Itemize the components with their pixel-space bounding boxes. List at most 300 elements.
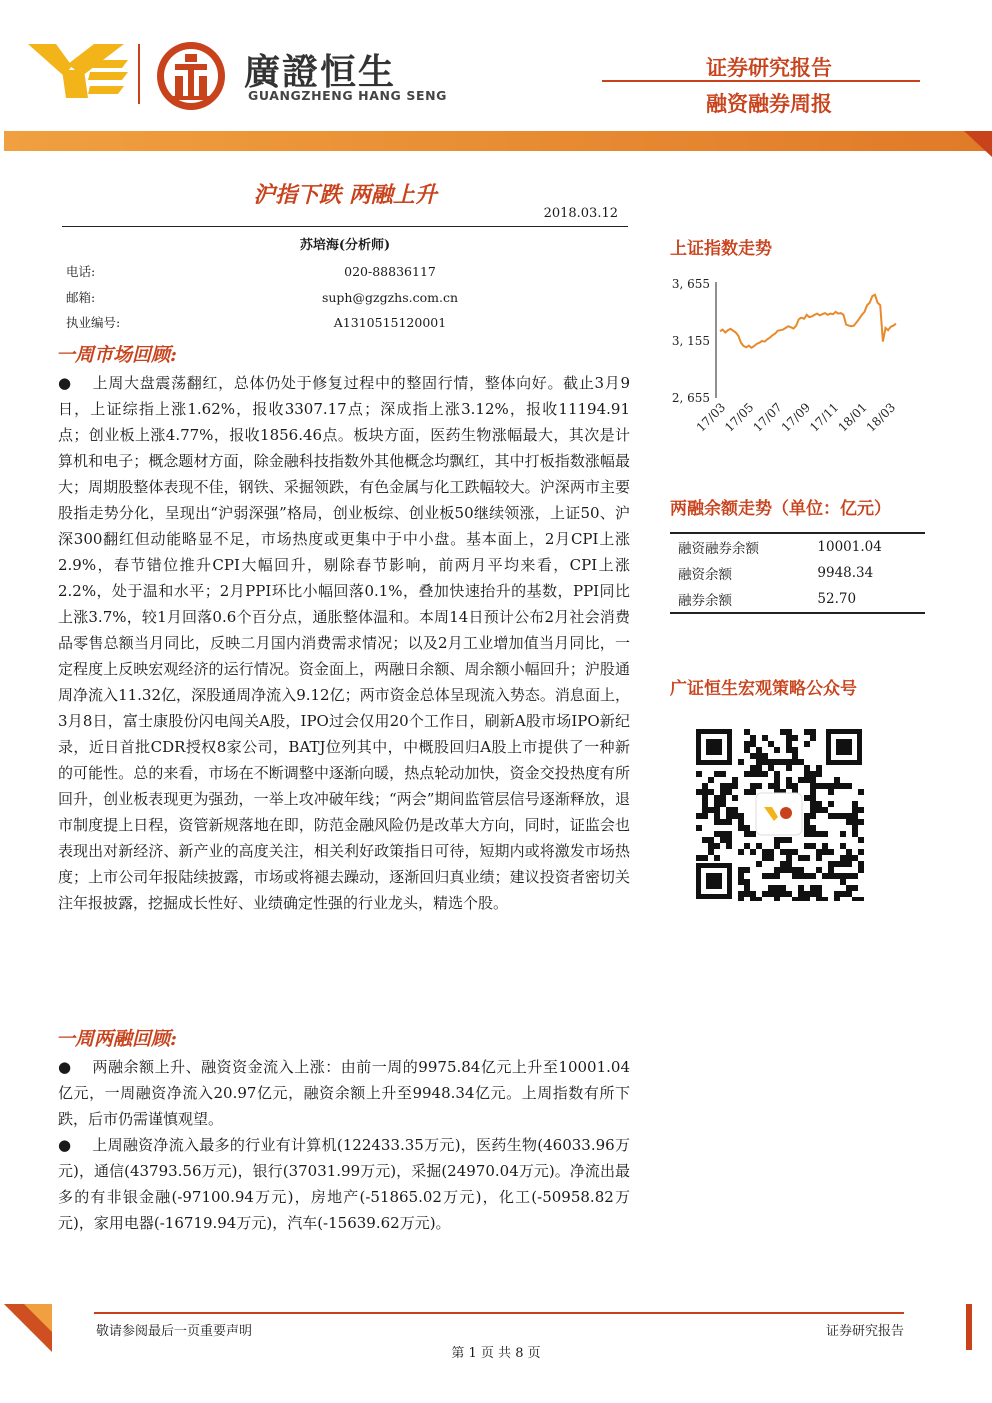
license-value: A1310515120001 [333, 315, 447, 330]
qr-module [798, 777, 804, 783]
qr-module [762, 849, 768, 855]
qr-module [810, 813, 816, 819]
qr-module [828, 867, 834, 873]
qr-module [804, 897, 810, 901]
qr-module [756, 897, 762, 901]
qr-module [738, 819, 744, 825]
margin-review-paragraph-2 [58, 1132, 630, 1236]
qr-module [762, 771, 768, 777]
qr-module [804, 771, 810, 777]
qr-module [846, 783, 852, 789]
qr-module [810, 729, 816, 735]
qr-module [714, 843, 720, 849]
qr-module [798, 873, 804, 879]
qr-module [720, 837, 726, 843]
qr-module [786, 777, 792, 783]
qr-module [738, 813, 744, 819]
qr-module [816, 891, 822, 897]
qr-module [780, 861, 786, 867]
qr-module [810, 885, 816, 891]
qr-module [828, 849, 834, 855]
qr-module [798, 867, 804, 873]
chart-x-tick-label: 17/05 [722, 400, 757, 435]
qr-module [816, 897, 822, 901]
qr-module [858, 789, 864, 795]
qr-module [816, 867, 822, 873]
qr-module [744, 825, 750, 831]
qr-module [732, 795, 738, 801]
qr-module [708, 789, 714, 795]
qr-module [780, 849, 786, 855]
qr-module [828, 783, 834, 789]
qr-module [816, 765, 822, 771]
footer-disclaimer-note: 敬请参阅最后一页重要声明 [96, 1324, 253, 1339]
qr-module [750, 741, 756, 747]
qr-module [816, 807, 822, 813]
qr-module [720, 801, 726, 807]
qr-module [780, 891, 786, 897]
bullet-icon: ● [58, 1136, 72, 1154]
qr-module [852, 873, 858, 879]
qr-module [768, 849, 774, 855]
qr-module [732, 783, 738, 789]
qr-module [720, 783, 726, 789]
margin-review-text-2: 上周融资净流入最多的行业有计算机(122433.35万元)，医药生物(46033.96万元)，通信(43793.56万元)，银行(37031.99万元)，采掘(24970.04万元)。净流出最多的有非银金融(-97100.94万元)，房地产(-51865.02万元)，化工(-50958.82万元)，家用电器(-16719.94万元)，汽车(-15639.62万元)。 [58, 1136, 630, 1232]
qr-module [774, 783, 780, 789]
qr-module [756, 765, 762, 771]
qr-module [732, 777, 738, 783]
qr-module [810, 831, 816, 837]
qr-module [744, 771, 750, 777]
chart-y-tick-label: 3, 655 [671, 277, 710, 291]
qr-module [720, 771, 726, 777]
guangzheng-y-logo [28, 40, 128, 102]
qr-module [786, 837, 792, 843]
qr-module [744, 891, 750, 897]
qr-module [792, 783, 798, 789]
qr-module [750, 753, 756, 759]
footer-report-type: 证券研究报告 [825, 1324, 904, 1339]
table-row [670, 533, 925, 560]
qr-module [858, 819, 864, 825]
qr-module [702, 837, 708, 843]
qr-module [768, 891, 774, 897]
report-date: 2018.03.12 [543, 206, 618, 221]
qr-module [852, 813, 858, 819]
qr-module [858, 849, 864, 855]
qr-module [726, 783, 732, 789]
qr-module [840, 879, 846, 885]
qr-module [804, 765, 810, 771]
chart-series-line [720, 295, 896, 348]
qr-module [828, 813, 834, 819]
qr-module [756, 771, 762, 777]
table-title: 两融余额走势（单位：亿元） [670, 499, 891, 519]
qr-module [810, 783, 816, 789]
chart-x-tick-label: 18/01 [835, 400, 870, 435]
qr-module [708, 807, 714, 813]
qr-module [792, 747, 798, 753]
qr-module [792, 759, 798, 765]
qr-module [804, 843, 810, 849]
qr-module [792, 849, 798, 855]
qr-module [780, 837, 786, 843]
qr-module [744, 741, 750, 747]
qr-module [792, 867, 798, 873]
qr-module [774, 747, 780, 753]
qr-module [816, 801, 822, 807]
qr-module [834, 813, 840, 819]
qr-module [810, 771, 816, 777]
chart-x-tick-label: 17/03 [693, 400, 729, 435]
qr-module [762, 855, 768, 861]
qr-module [834, 891, 840, 897]
chart-y-tick-label: 3, 155 [671, 334, 710, 348]
qr-module [702, 801, 708, 807]
qr-module [750, 771, 756, 777]
qr-module [786, 729, 792, 735]
qr-module [798, 855, 804, 861]
qr-module [804, 819, 810, 825]
qr-module [840, 873, 846, 879]
qr-module [816, 855, 822, 861]
qr-module [852, 885, 858, 891]
qr-module [774, 777, 780, 783]
table-row-value: 52.70 [817, 591, 857, 607]
qr-module [798, 897, 804, 901]
qr-module [834, 897, 840, 901]
qr-module [702, 807, 708, 813]
qr-module [792, 897, 798, 901]
margin-review-paragraph-1 [58, 1054, 630, 1132]
qr-module [834, 861, 840, 867]
qr-module [744, 879, 750, 885]
qr-module [786, 741, 792, 747]
qr-module [810, 801, 816, 807]
qr-module [840, 861, 846, 867]
qr-module [840, 783, 846, 789]
qr-title: 广证恒生宏观策略公众号 [670, 679, 857, 699]
qr-module [744, 831, 750, 837]
table-row-label: 融券余额 [678, 593, 732, 609]
qr-module [852, 897, 858, 901]
qr-module [738, 873, 744, 879]
qr-module [834, 777, 840, 783]
qr-module [840, 891, 846, 897]
section-margin-review-title: 一周两融回顾: [56, 1028, 178, 1050]
qr-module [786, 783, 792, 789]
qr-module [732, 813, 738, 819]
qr-module [738, 759, 744, 765]
qr-module [828, 801, 834, 807]
qr-module [786, 765, 792, 771]
qr-module [738, 891, 744, 897]
qr-module [768, 783, 774, 789]
email-link[interactable]: suph@gzgzhs.com.cn [321, 290, 459, 305]
qr-module [696, 855, 702, 861]
qr-module [708, 777, 714, 783]
qr-module [780, 885, 786, 891]
qr-module [810, 843, 816, 849]
qr-module [744, 747, 750, 753]
qr-module [768, 765, 774, 771]
qr-module [792, 735, 798, 741]
qr-module [696, 771, 702, 777]
qr-module [792, 873, 798, 879]
qr-module [858, 867, 864, 873]
qr-module [804, 855, 810, 861]
qr-module [822, 873, 828, 879]
qr-module [774, 759, 780, 765]
report-type-label: 证券研究报告 [706, 56, 832, 80]
qr-module [702, 795, 708, 801]
qr-module [810, 795, 816, 801]
qr-module [810, 807, 816, 813]
section-market-review-title: 一周市场回顾: [56, 344, 178, 366]
qr-module [828, 861, 834, 867]
qr-module [750, 849, 756, 855]
qr-module [780, 759, 786, 765]
qr-module [798, 885, 804, 891]
qr-module [852, 801, 858, 807]
qr-module [858, 897, 864, 901]
qr-module [726, 819, 732, 825]
qr-module [828, 873, 834, 879]
table-row [670, 586, 925, 613]
qr-module [846, 849, 852, 855]
qr-module [696, 825, 702, 831]
qr-module [846, 855, 852, 861]
qr-module [822, 807, 828, 813]
qr-module [726, 831, 732, 837]
qr-module [816, 849, 822, 855]
bullet-icon: ● [58, 374, 72, 392]
qr-module [738, 867, 744, 873]
qr-code-icon[interactable] [694, 727, 864, 901]
report-subtype-label: 融资融券周报 [706, 92, 832, 116]
qr-module [786, 867, 792, 873]
page-number: 第 1 页 共 8 页 [451, 1346, 541, 1361]
qr-module [852, 819, 858, 825]
chart-x-tick-label: 17/11 [807, 400, 842, 435]
qr-module [816, 783, 822, 789]
qr-module [816, 831, 822, 837]
qr-module [702, 855, 708, 861]
chart-y-tick-label: 2, 655 [671, 391, 710, 405]
qr-module [858, 837, 864, 843]
market-review-paragraph [58, 370, 630, 916]
qr-module [840, 813, 846, 819]
qr-module [810, 735, 816, 741]
table-row-label: 融资融券余额 [678, 541, 759, 557]
qr-module [756, 843, 762, 849]
qr-module [822, 849, 828, 855]
qr-module [714, 807, 720, 813]
qr-module [798, 891, 804, 897]
qr-module [828, 789, 834, 795]
qr-module [744, 885, 750, 891]
qr-module [786, 861, 792, 867]
qr-module [774, 867, 780, 873]
qr-module [702, 789, 708, 795]
qr-module [810, 873, 816, 879]
qr-module [846, 885, 852, 891]
qr-module [774, 843, 780, 849]
qr-module [726, 807, 732, 813]
qr-module [840, 843, 846, 849]
phone-label: 电话: [66, 264, 96, 279]
qr-module [804, 741, 810, 747]
qr-module [720, 795, 726, 801]
qr-module [750, 891, 756, 897]
qr-module [804, 873, 810, 879]
qr-module [744, 867, 750, 873]
qr-module [696, 789, 702, 795]
qr-module [810, 891, 816, 897]
qr-module [774, 885, 780, 891]
qr-module [858, 807, 864, 813]
qr-module [804, 825, 810, 831]
qr-module [720, 831, 726, 837]
table-row [670, 560, 925, 586]
qr-module [744, 843, 750, 849]
qr-module [702, 813, 708, 819]
qr-module [744, 789, 750, 795]
qr-module [846, 861, 852, 867]
phone-value: 020-88836117 [344, 264, 436, 279]
qr-module [774, 873, 780, 879]
qr-module [738, 897, 744, 901]
qr-module [738, 879, 744, 885]
qr-module [726, 837, 732, 843]
qr-module [696, 813, 702, 819]
qr-module [852, 855, 858, 861]
chart-x-tick-label: 17/09 [778, 400, 814, 435]
margin-review-text-1: 两融余额上升、融资资金流入上涨：由前一周的9975.84亿元上升至10001.04亿元，一周融资净流入20.97亿元，融资余额上升至9948.34亿元。上周指数有所下跌，后市仍需谨慎观望。 [58, 1058, 630, 1128]
bullet-icon: ● [58, 1058, 72, 1076]
qr-module [774, 837, 780, 843]
qr-module [786, 747, 792, 753]
qr-module [816, 771, 822, 777]
qr-module [708, 843, 714, 849]
qr-module [768, 885, 774, 891]
qr-module [846, 873, 852, 879]
table-row-label: 融资余额 [678, 567, 732, 583]
qr-module [720, 789, 726, 795]
qr-module [822, 843, 828, 849]
qr-module [726, 813, 732, 819]
qr-module [714, 771, 720, 777]
qr-module [708, 849, 714, 855]
qr-module [852, 831, 858, 837]
qr-module [774, 771, 780, 777]
chart-x-tick-label: 17/07 [750, 400, 785, 435]
analyst-name: 苏培海(分析师) [299, 238, 391, 253]
hang-seng-seal-logo [155, 40, 227, 112]
sse-index-chart [664, 268, 924, 460]
qr-module [774, 897, 780, 901]
logo-divider [138, 44, 140, 104]
qr-module [822, 897, 828, 901]
qr-module [750, 765, 756, 771]
qr-module [846, 819, 852, 825]
qr-module [720, 819, 726, 825]
qr-module [798, 759, 804, 765]
qr-module [702, 783, 708, 789]
qr-module [846, 813, 852, 819]
qr-module [768, 873, 774, 879]
qr-module [858, 861, 864, 867]
qr-module [750, 735, 756, 741]
qr-module [768, 741, 774, 747]
qr-module [780, 867, 786, 873]
qr-module [786, 891, 792, 897]
qr-module [822, 783, 828, 789]
qr-module [840, 831, 846, 837]
qr-module [768, 855, 774, 861]
qr-module [816, 885, 822, 891]
table-row-value: 9948.34 [817, 565, 874, 581]
chart-x-tick-label: 18/03 [863, 400, 899, 435]
qr-module [786, 735, 792, 741]
margin-balance-table [670, 532, 925, 614]
qr-module [762, 735, 768, 741]
brand-name-english: GUANGZHENG HANG SENG [248, 88, 448, 103]
qr-module [810, 777, 816, 783]
qr-module [756, 759, 762, 765]
qr-module [804, 831, 810, 837]
qr-module [762, 891, 768, 897]
qr-module [810, 789, 816, 795]
qr-module [762, 873, 768, 879]
qr-module [834, 873, 840, 879]
qr-module [822, 831, 828, 837]
license-label: 执业编号: [66, 315, 121, 330]
qr-module [714, 819, 720, 825]
qr-module [744, 729, 750, 735]
table-row-value: 10001.04 [817, 539, 882, 555]
qr-module [756, 747, 762, 753]
qr-module [804, 813, 810, 819]
qr-module [780, 729, 786, 735]
qr-module [846, 891, 852, 897]
qr-module [774, 891, 780, 897]
title-rule [62, 226, 628, 227]
qr-module [750, 783, 756, 789]
qr-module [786, 849, 792, 855]
qr-module [750, 897, 756, 901]
qr-module [786, 759, 792, 765]
qr-module [726, 789, 732, 795]
qr-module [756, 783, 762, 789]
qr-module [714, 855, 720, 861]
market-review-text: 上周大盘震荡翻红，总体仍处于修复过程中的整固行情，整体向好。截止3月9日，上证综指上涨1.62%，报收3307.17点；深成指上涨3.12%，报收11194.91点；创业板上涨4.77%，报收1856.46点。板块方面，医药生物涨幅最大，其次是计算机和电子；概念题材方面，除金融科技指数外其他概念均飘红，其中打板指数涨幅最大；周期股整体表现不佳，钢铁、采掘领跌，有色金属与化工跌幅较大。沪深两市主要股指走势分化，呈现出“沪弱深强”格局，创业板综、创业板50继续领涨，上证50、沪深300翻红但动能略显不足，市场热度或更集中于中小盘。基本面上，2月CPI上涨2.9%，春节错位推升CPI大幅回升，剔除春节影响，前两月平均来看，CPI上涨2.2%，处于温和水平；2月PPI环比小幅回落0.1%，叠加快速抬升的基数，PPI同比上涨3.7%，较1月回落0.6个百分点，通胀整体温和。本周14日预计公布2月社会消费品零售总额当月同比，反映二月国内消费需求情况；以及2月工业增加值当月同比，一定程度上反映宏观经济的运行情况。资金面上，两融日余额、周余额小幅回升；沪股通周净流入11.32亿，深股通周净流入9.12亿；两市资金总体呈现流入势态。消息面上，3月8日，富士康股份闪电闯关A股，IPO过会仅用20个工作日，刷新A股市场IPO新纪录，近日首批CDR授权8家公司，BATJ位列其中，中概股回归A股上市提供了一种新的可能性。总的来看，市场在不断调整中逐渐向暖，热点轮动加快，资金交投热度有所回升，创业板表现更为强劲，一举上攻冲破年线；“两会”期间监管层信号逐渐释放，退市制度提上日程，资管新规落地在即，防范金融风险仍是改革大方向，同时，证监会也表现出对新经济、新产业的高度关注，相关利好政策指日可待，短期内或将激发市场热度；上市公司年报陆续披露，市场或将褪去躁动，逐渐回归真业绩；建议投资者密切关注年报披露，挖掘成长性好、业绩确定性强的行业龙头，精选个股。 [58, 374, 630, 912]
qr-module [762, 753, 768, 759]
qr-module [834, 783, 840, 789]
qr-module [726, 843, 732, 849]
qr-module [714, 813, 720, 819]
header-orange-band [4, 131, 992, 157]
brand-name-chinese: 廣證恒生 [244, 52, 397, 93]
qr-module [852, 807, 858, 813]
qr-module [762, 759, 768, 765]
chart-title: 上证指数走势 [670, 239, 772, 259]
qr-module [750, 789, 756, 795]
email-label: 邮箱: [66, 290, 96, 305]
qr-module [840, 855, 846, 861]
report-type-rule [602, 80, 920, 82]
qr-module [738, 849, 744, 855]
